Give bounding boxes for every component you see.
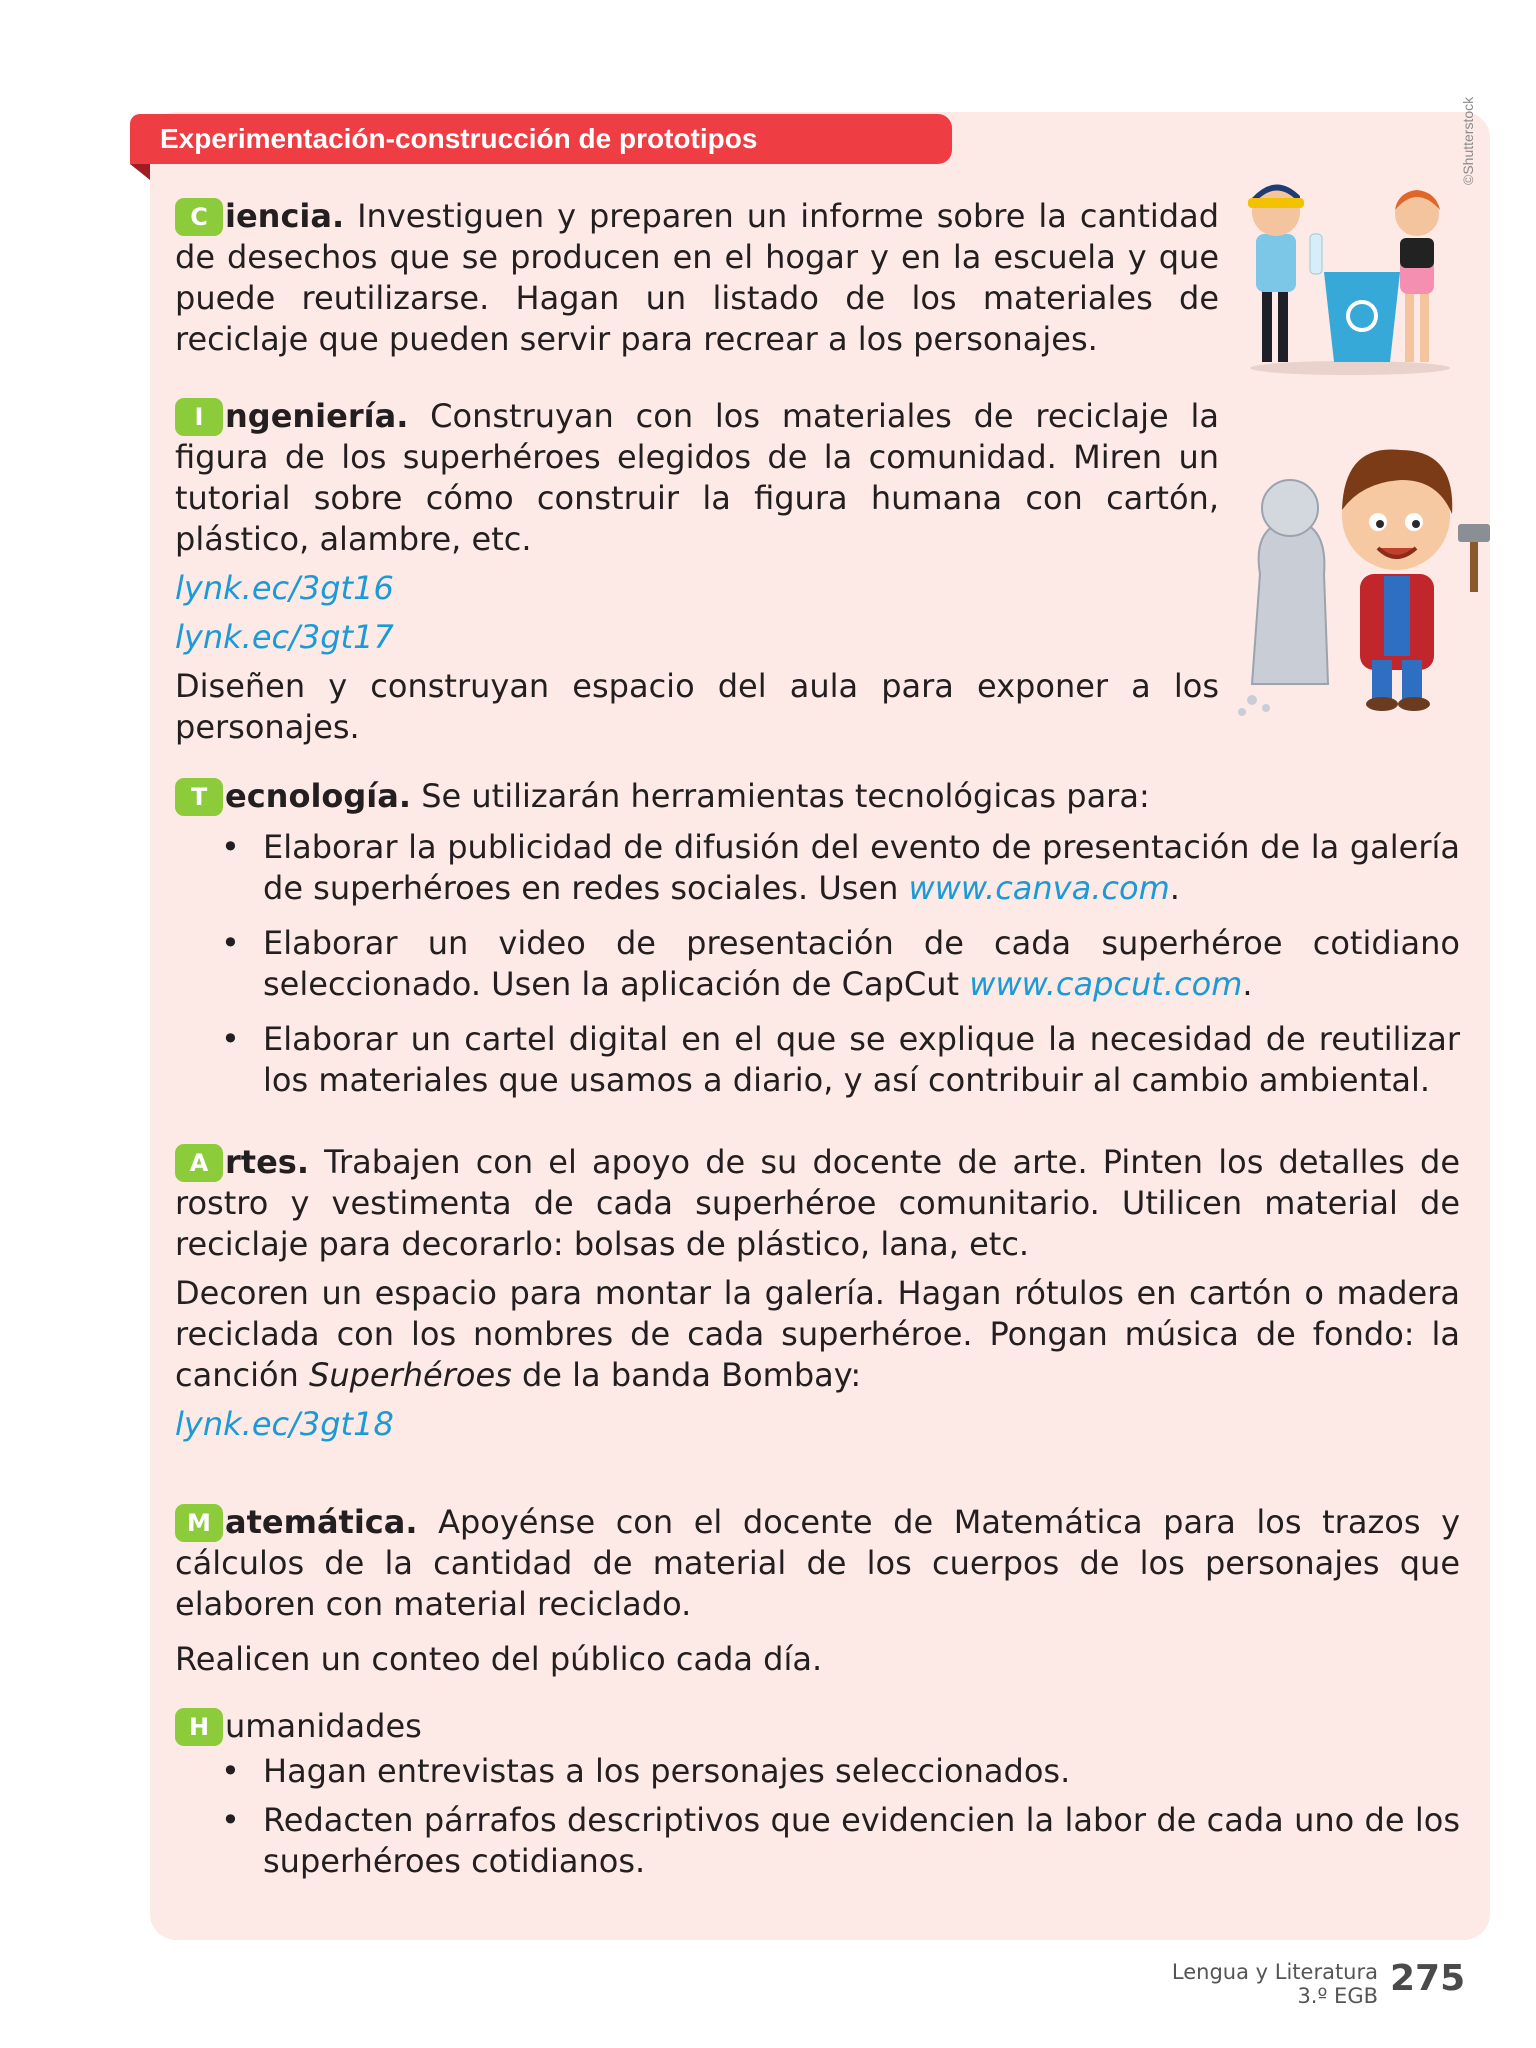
tecnologia-item-1-text: Elaborar la publicidad de difusión del evento de presentación de la galería de superhéroes en redes sociales. Usen xyxy=(263,828,1460,907)
boy-sculpting-illustration xyxy=(1232,424,1492,724)
footer-grade: 3.º EGB xyxy=(1297,1984,1378,2008)
badge-c: C xyxy=(175,198,223,236)
link-3gt17[interactable]: lynk.ec/3gt17 xyxy=(175,618,394,656)
section-ciencia xyxy=(175,196,1219,360)
tecnologia-text: Se utilizarán herramientas tecnológicas para: xyxy=(411,777,1150,815)
ciencia-text: Investiguen y preparen un informe sobre la cantidad de desechos que se producen en el hogar y en la escuela y que puede reutilizarse. Hagan un listado de los materiales de reciclaje que pueden servir para recrear a los personajes. xyxy=(175,197,1219,358)
artes-paragraph-2 xyxy=(175,1273,1460,1396)
tecnologia-item-3: • Elaborar un cartel digital en el que se explique la necesidad de reutilizar los materiales que usamos a diario, y así contribuir al cambio ambiental. xyxy=(263,1019,1460,1101)
ciencia-paragraph xyxy=(175,196,1219,360)
tecnologia-item-2-text: Elaborar un video de presentación de cada superhéroe cotidiano seleccionado. Usen la aplicación de CapCut xyxy=(263,924,1460,1003)
humanidades-item-2: • Redacten párrafos descriptivos que evidencien la labor de cada uno de los superhéroes cotidianos. xyxy=(263,1800,1460,1882)
link-3gt18[interactable]: lynk.ec/3gt18 xyxy=(175,1405,394,1443)
link-capcut[interactable]: www.capcut.com xyxy=(969,965,1243,1003)
ingenieria-title: ngeniería. xyxy=(225,397,409,435)
matematica-title: atemática. xyxy=(225,1503,418,1541)
artes-text2a: Decoren un espacio para montar la galería. Hagan rótulos en cartón o madera reciclada con los nombres de cada superhéroe. Pongan música de fondo: la canción xyxy=(175,1274,1460,1394)
tecnologia-list xyxy=(175,827,1460,1101)
section-banner: Experimentación-construcción de prototipos xyxy=(130,114,952,164)
kids-recycling-illustration xyxy=(1240,176,1460,376)
artes-title: rtes. xyxy=(225,1143,309,1181)
image-credit: ©Shutterstock xyxy=(1460,96,1476,185)
section-tecnologia xyxy=(175,776,1460,1115)
tecnologia-paragraph xyxy=(175,776,1460,817)
ingenieria-text: Construyan con los materiales de reciclaje la figura de los superhéroes elegidos de la comunidad. Miren un tutorial sobre cómo construir la figura humana con cartón, plástico, alambre, etc. xyxy=(175,397,1219,558)
badge-a: A xyxy=(175,1144,223,1182)
footer-subject: Lengua y Literatura xyxy=(1171,1960,1378,1984)
badge-h: H xyxy=(175,1708,223,1746)
section-matematica xyxy=(175,1502,1460,1680)
banner-fold xyxy=(130,164,150,180)
matematica-text: Apoyénse con el docente de Matemática para los trazos y cálculos de la cantidad de material de los cuerpos de los personajes que elaboren con material reciclado. xyxy=(175,1503,1460,1623)
artes-text: Trabajen con el apoyo de su docente de arte. Pinten los detalles de rostro y vestimenta de cada superhéroe comunitario. Utilicen material de reciclaje para decorarlo: bolsas de plástico, lana, etc. xyxy=(175,1143,1460,1263)
humanidades-heading xyxy=(175,1706,1460,1747)
link-3gt18-line xyxy=(175,1404,1460,1445)
badge-m: M xyxy=(175,1504,223,1542)
tecnologia-item-2: • Elaborar un video de presentación de cada superhéroe cotidiano seleccionado. Usen la aplicación de CapCut www.capcut.com. xyxy=(263,923,1460,1005)
section-artes xyxy=(175,1142,1460,1445)
humanidades-item-1: • Hagan entrevistas a los personajes seleccionados. xyxy=(263,1751,1460,1792)
matematica-paragraph xyxy=(175,1502,1460,1625)
tecnologia-title: ecnología. xyxy=(225,777,412,815)
link-3gt17-line xyxy=(175,617,1219,658)
link-3gt16[interactable]: lynk.ec/3gt16 xyxy=(175,569,394,607)
artes-paragraph xyxy=(175,1142,1460,1265)
song-title: Superhéroes xyxy=(309,1356,512,1394)
badge-t: T xyxy=(175,778,223,816)
ingenieria-paragraph xyxy=(175,396,1219,560)
badge-i: I xyxy=(175,398,223,436)
ciencia-title: iencia. xyxy=(225,197,345,235)
artes-text2b: de la banda Bombay: xyxy=(511,1356,862,1394)
ingenieria-text2: Diseñen y construyan espacio del aula para exponer a los personajes. xyxy=(175,667,1219,746)
section-ingenieria xyxy=(175,396,1219,748)
humanidades-title: umanidades xyxy=(225,1707,422,1745)
tecnologia-item-1: • Elaborar la publicidad de difusión del evento de presentación de la galería de superhéroes en redes sociales. Usen www.canva.com. xyxy=(263,827,1460,909)
page-number: 275 xyxy=(1390,1958,1466,1999)
section-humanidades xyxy=(175,1706,1460,1896)
humanidades-list xyxy=(175,1751,1460,1882)
link-canva[interactable]: www.canva.com xyxy=(908,869,1170,907)
link-3gt16-line xyxy=(175,568,1219,609)
matematica-text2: Realicen un conteo del público cada día. xyxy=(175,1640,823,1678)
